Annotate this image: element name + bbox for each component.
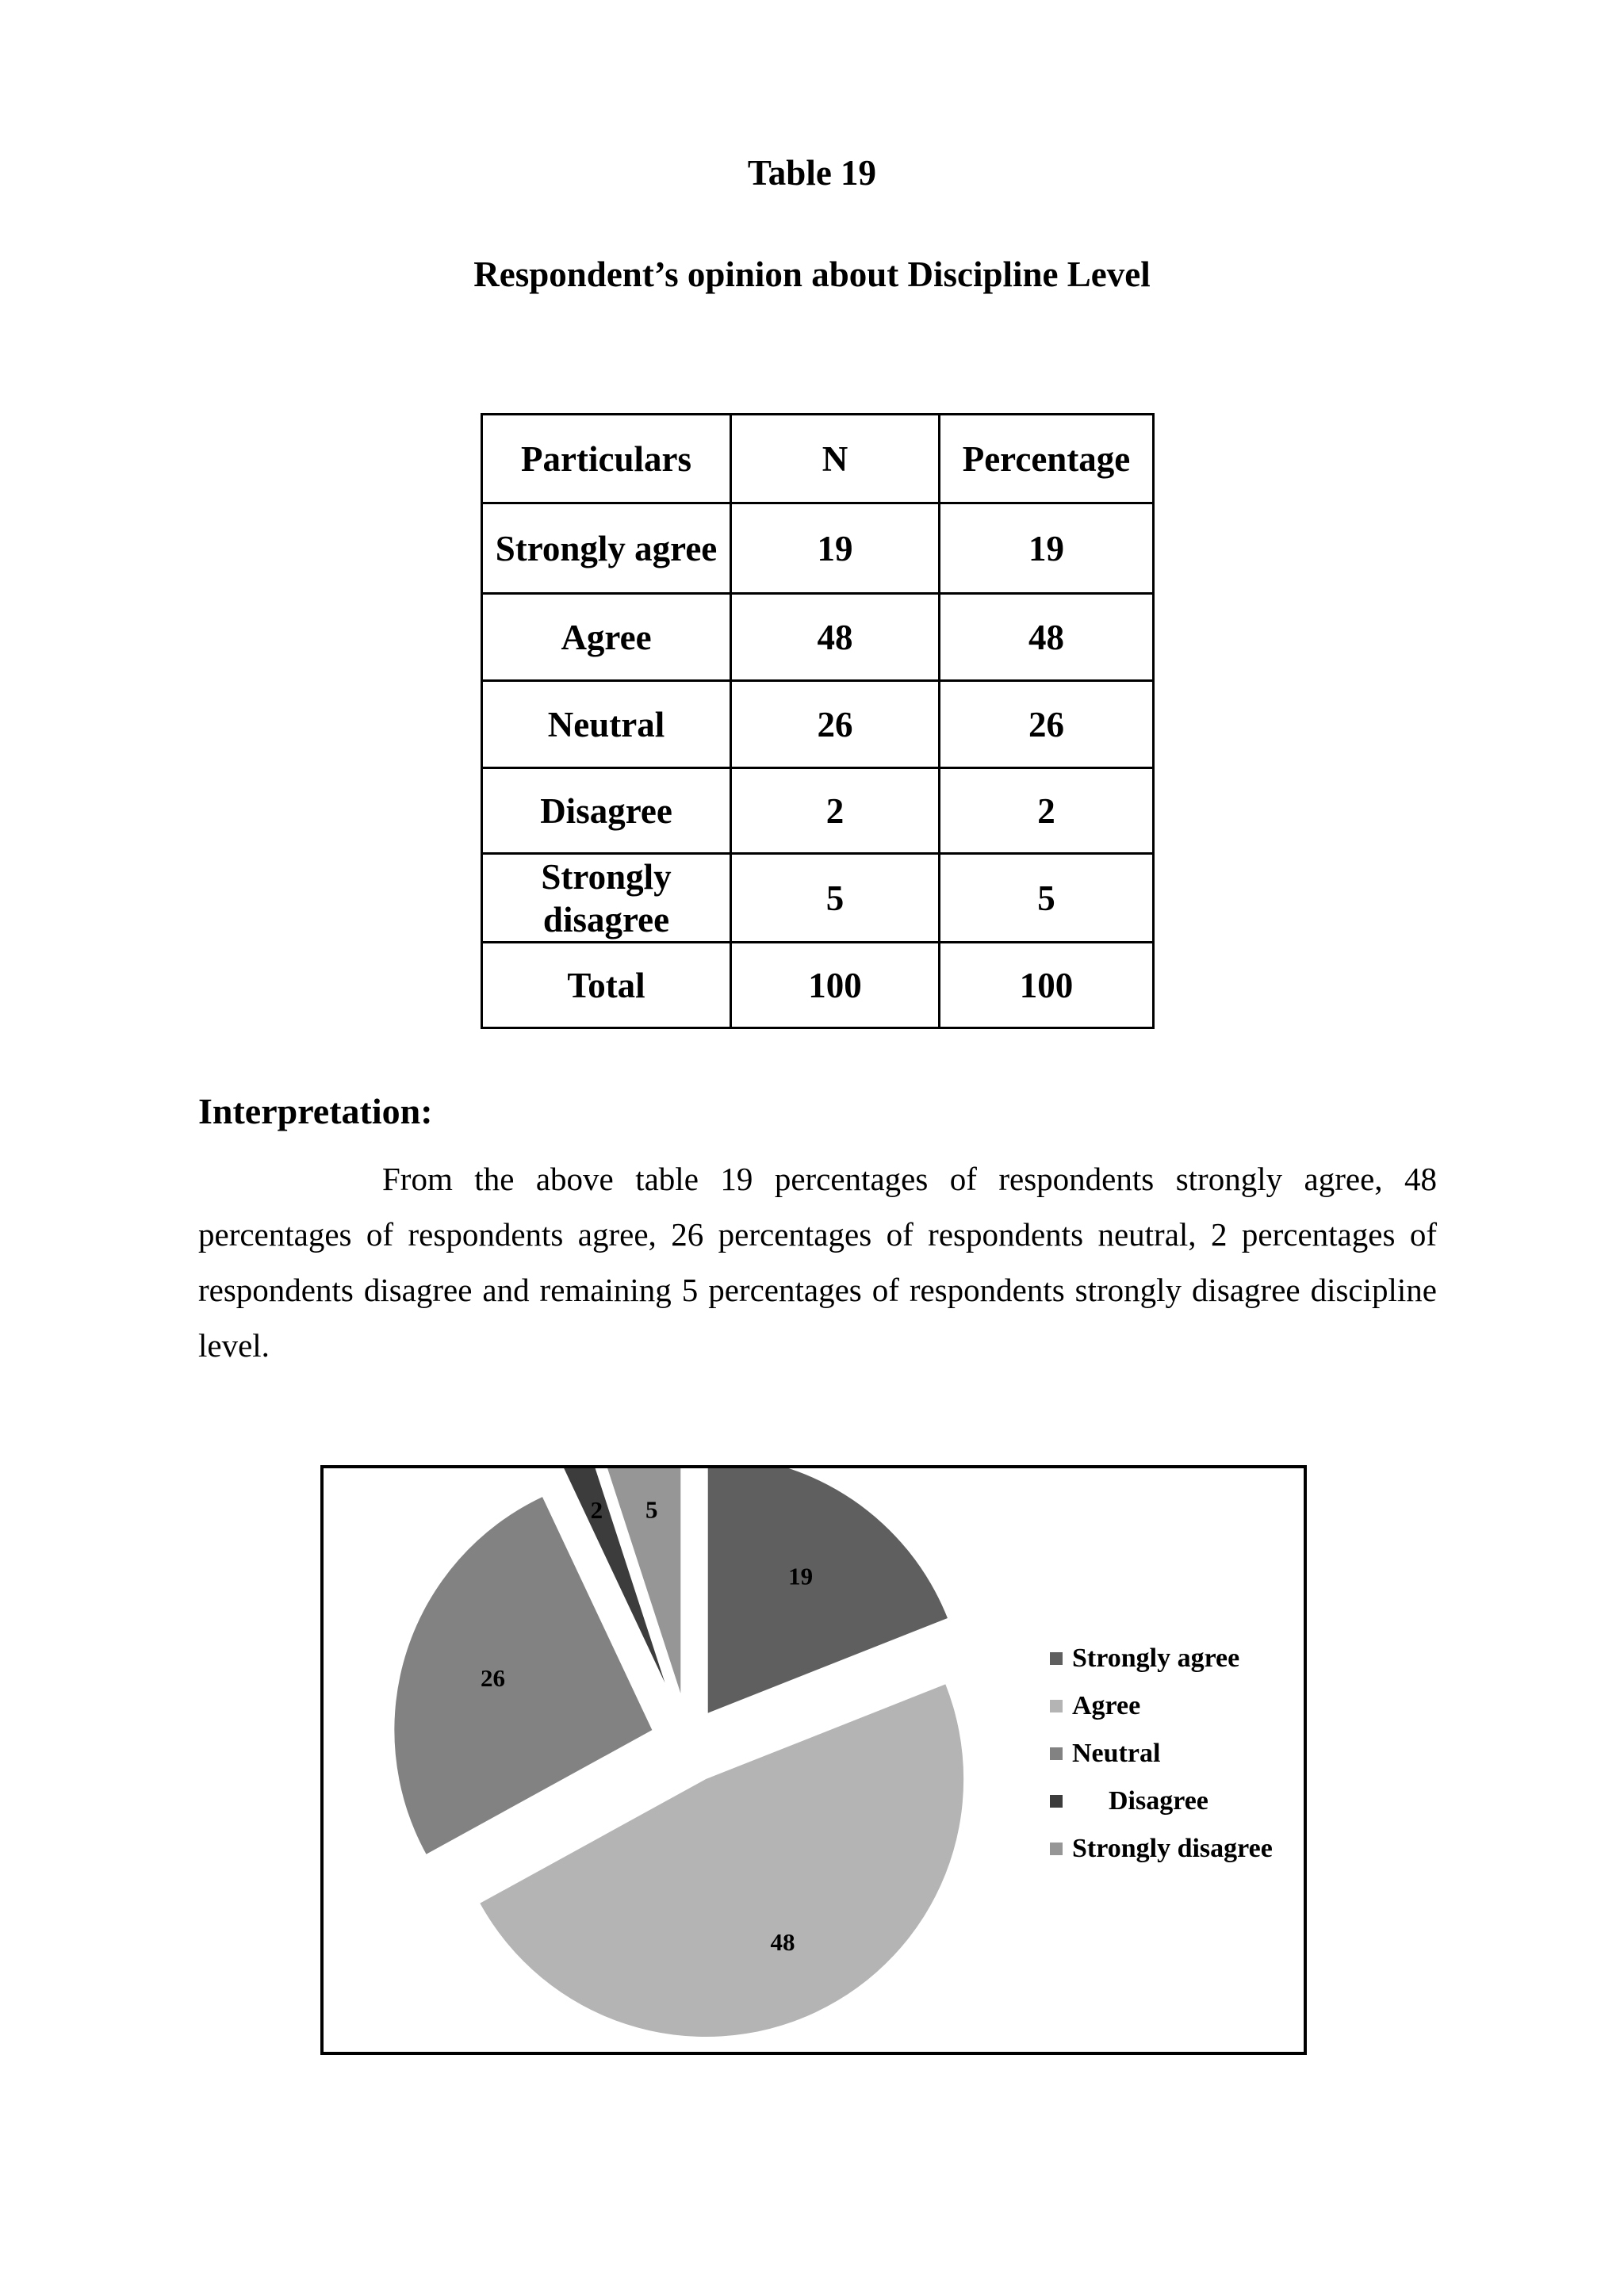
table-row xyxy=(482,768,1154,854)
cell-n: 5 xyxy=(731,854,940,943)
cell-particulars: Strongly agree xyxy=(482,503,731,594)
pie-slices xyxy=(394,1468,963,2037)
data-table xyxy=(481,413,1155,1029)
cell-n: 2 xyxy=(731,768,940,854)
cell-n: 19 xyxy=(731,503,940,594)
cell-particulars: Strongly disagree xyxy=(482,854,731,943)
pie-chart xyxy=(324,1468,1304,2052)
legend-swatch xyxy=(1050,1747,1063,1760)
table-number: Table 19 xyxy=(747,153,877,193)
pie-data-label: 48 xyxy=(770,1927,795,1956)
table-row xyxy=(482,594,1154,681)
table-row xyxy=(482,854,1154,943)
cell-particulars: Total xyxy=(482,943,731,1028)
pie-data-label: 2 xyxy=(590,1496,603,1525)
cell-percentage: 26 xyxy=(940,681,1154,768)
pie-chart-frame xyxy=(320,1465,1307,2055)
cell-percentage: 100 xyxy=(940,943,1154,1028)
legend-label: Neutral xyxy=(1072,1739,1161,1768)
header-particulars: Particulars xyxy=(482,415,731,503)
header-percentage: Percentage xyxy=(940,415,1154,503)
legend-swatch xyxy=(1050,1795,1063,1808)
header-n: N xyxy=(731,415,940,503)
table-caption: Respondent’s opinion about Discipline Level xyxy=(473,254,1151,294)
table-header-row xyxy=(482,415,1154,503)
cell-percentage: 19 xyxy=(940,503,1154,594)
pie-data-label: 5 xyxy=(645,1495,658,1524)
cell-percentage: 2 xyxy=(940,768,1154,854)
pie-data-label: 26 xyxy=(480,1663,505,1692)
cell-n: 26 xyxy=(731,681,940,768)
interpretation-heading: Interpretation: xyxy=(198,1091,433,1131)
pie-slice-strongly-agree xyxy=(708,1468,948,1713)
legend-label: Strongly disagree xyxy=(1072,1834,1273,1863)
legend-label: Disagree xyxy=(1109,1786,1208,1816)
table-row xyxy=(482,681,1154,768)
pie-data-label: 19 xyxy=(788,1562,814,1590)
cell-particulars: Agree xyxy=(482,594,731,681)
table-row-total xyxy=(482,943,1154,1028)
legend-label: Agree xyxy=(1072,1691,1141,1720)
interpretation-paragraph: From the above table 19 percentages of respondents strongly agree, 48 percentages of respondents agree, 26 percentages of respondents neutral, 2 percentages of respondents disagree and remaining 5 percentages of respondents strongly disagree discipline level. xyxy=(198,1161,1437,1364)
cell-particulars: Neutral xyxy=(482,681,731,768)
cell-n: 100 xyxy=(731,943,940,1028)
cell-percentage: 48 xyxy=(940,594,1154,681)
legend-swatch xyxy=(1050,1652,1063,1665)
chart-legend xyxy=(1050,1644,1273,1863)
legend-swatch xyxy=(1050,1843,1063,1855)
cell-particulars: Disagree xyxy=(482,768,731,854)
legend-swatch xyxy=(1050,1700,1063,1712)
cell-n: 48 xyxy=(731,594,940,681)
cell-percentage: 5 xyxy=(940,854,1154,943)
table-row xyxy=(482,503,1154,594)
legend-label: Strongly agree xyxy=(1072,1644,1240,1673)
